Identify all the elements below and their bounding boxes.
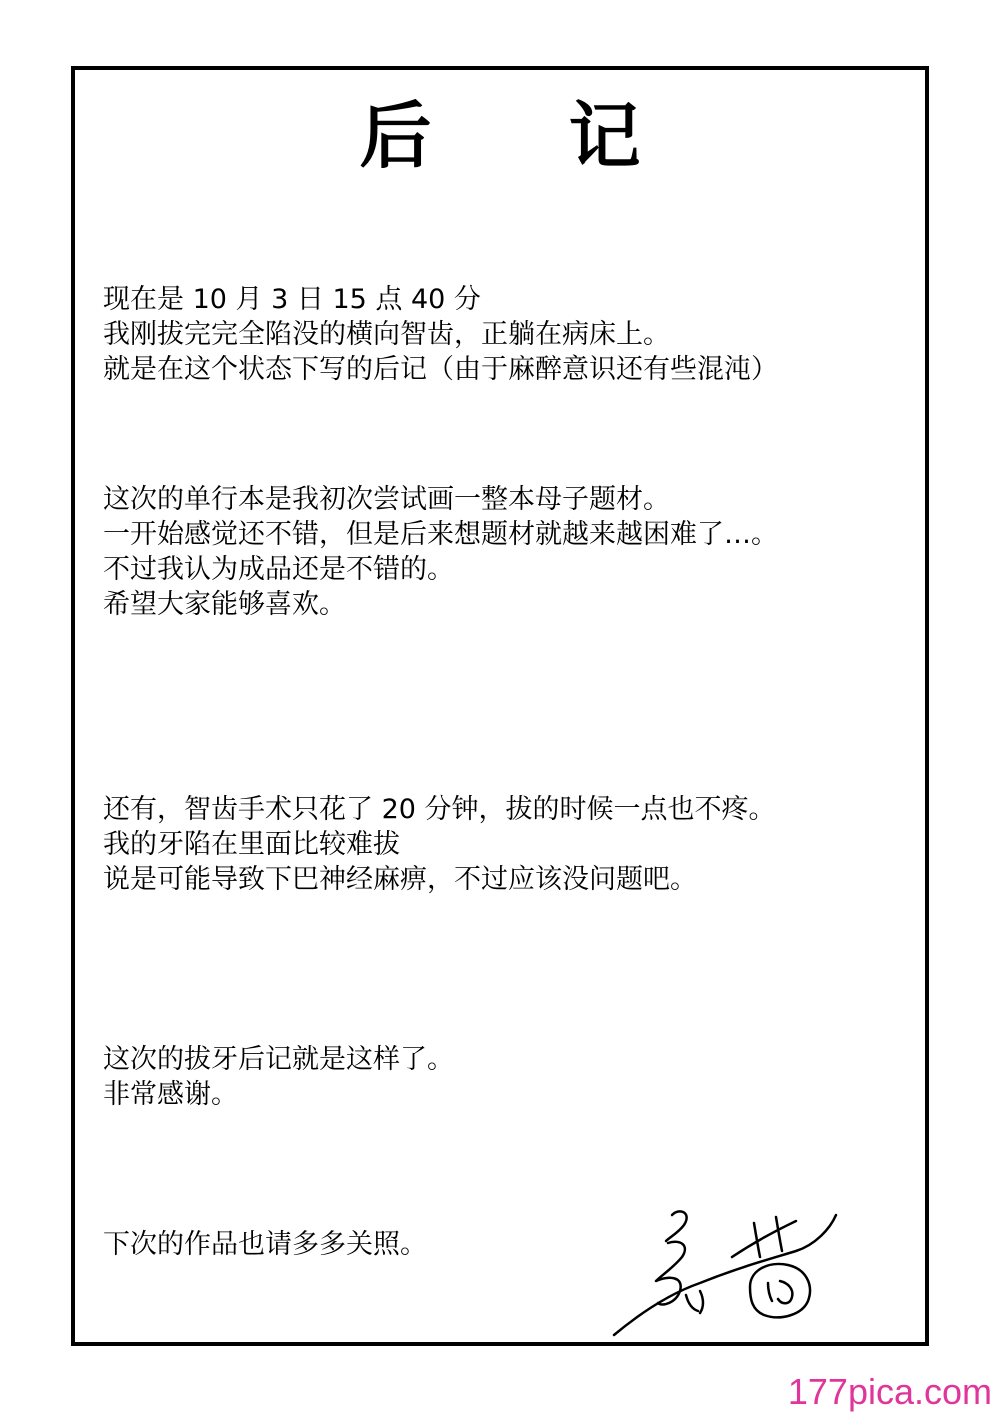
text-line: 这次的拔牙后记就是这样了。 bbox=[103, 1044, 454, 1075]
paragraph-1 bbox=[103, 282, 923, 387]
text-line: 我的牙陷在里面比较难拔 bbox=[103, 829, 400, 860]
page-border bbox=[71, 66, 929, 1346]
text-line: 说是可能导致下巴神经麻痹，不过应该没问题吧。 bbox=[103, 864, 697, 895]
text-line: 下次的作品也请多多关照。 bbox=[103, 1229, 427, 1260]
text-line: 我刚拔完完全陷没的横向智齿，正躺在病床上。 bbox=[103, 319, 670, 350]
text-line: 这次的单行本是我初次尝试画一整本母子题材。 bbox=[103, 484, 670, 515]
paragraph-3 bbox=[103, 792, 923, 897]
text-line: 就是在这个状态下写的后记（由于麻醉意识还有些混沌） bbox=[103, 354, 778, 385]
text-line: 非常感谢。 bbox=[103, 1079, 238, 1110]
page-title: 后 记 bbox=[359, 94, 697, 178]
text-line: 还有，智齿手术只花了 20 分钟，拔的时候一点也不疼。 bbox=[103, 794, 776, 825]
signature-icon bbox=[600, 1195, 850, 1345]
paragraph-4 bbox=[103, 1042, 923, 1112]
text-line: 不过我认为成品还是不错的。 bbox=[103, 554, 454, 585]
text-line: 希望大家能够喜欢。 bbox=[103, 589, 346, 620]
text-line: 现在是 10 月 3 日 15 点 40 分 bbox=[103, 284, 481, 315]
watermark-text: 177pica.com bbox=[787, 1371, 992, 1412]
paragraph-2 bbox=[103, 482, 923, 622]
text-line: 一开始感觉还不错，但是后来想题材就越来越困难了…。 bbox=[103, 519, 778, 550]
